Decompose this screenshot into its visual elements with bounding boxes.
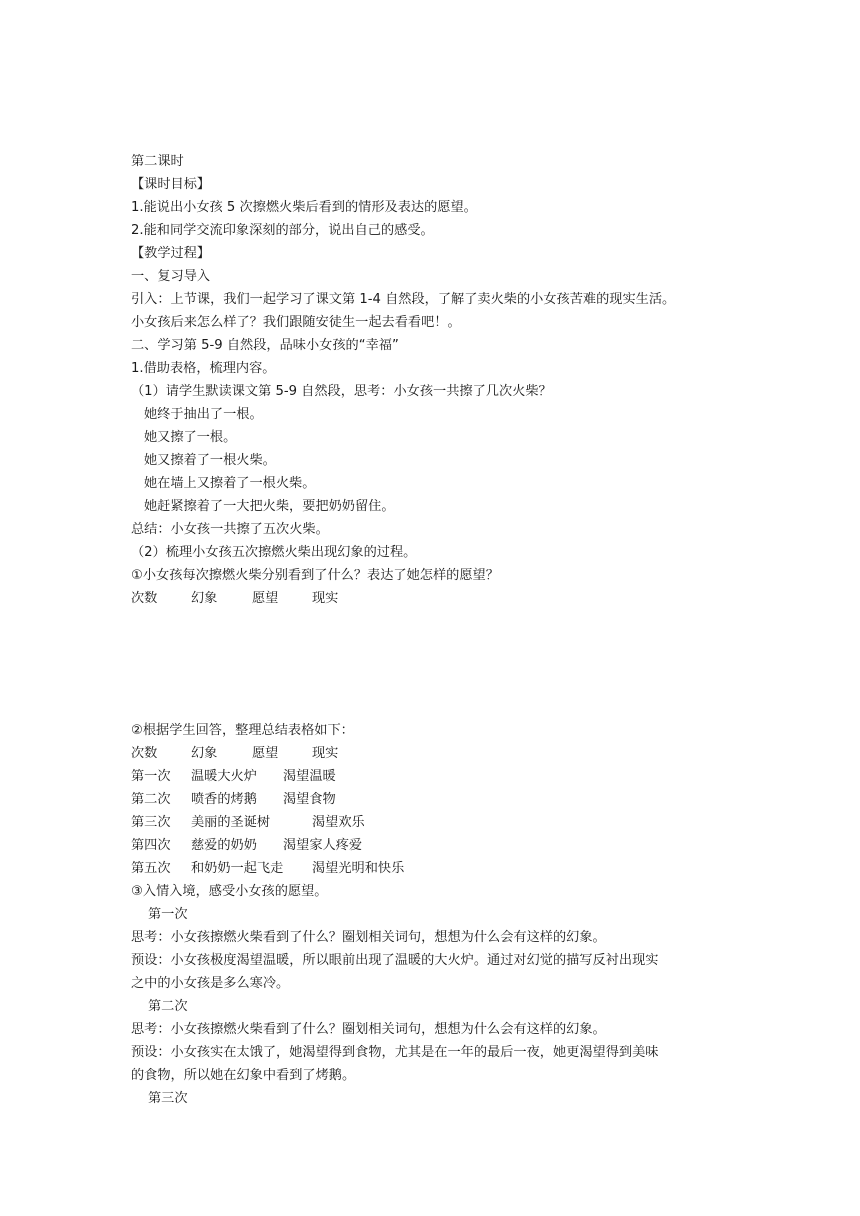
cell: 渴望家人疼爱 [283, 838, 363, 853]
section2-heading: 二、学习第 5-9 自然段，品味小女孩的“幸福” [131, 338, 399, 353]
step-1: ①小女孩每次擦燃火柴分别看到了什么？表达了她怎样的愿望？ [131, 568, 499, 583]
objective-1: 1.能说出小女孩 5 次擦燃火柴后看到的情形及表达的愿望。 [131, 200, 477, 215]
blank-table-header [131, 587, 741, 610]
lesson-title: 第二课时 [131, 154, 184, 169]
cell: 渴望食物 [283, 792, 336, 807]
blank-table-space [131, 610, 741, 719]
table-row [131, 788, 741, 811]
header-cell: 愿望 [252, 746, 279, 761]
header-cell: 愿望 [252, 591, 279, 606]
second-preset-line-2: 的食物，所以她在幻象中看到了烤鹅。 [131, 1068, 356, 1083]
cell: 慈爱的奶奶 [191, 838, 257, 853]
cell: 渴望欢乐 [312, 815, 365, 830]
quote-line: 她又擦着了一根火柴。 [144, 453, 276, 468]
objective-2: 2.能和同学交流印象深刻的部分，说出自己的感受。 [131, 223, 434, 238]
cell: 第五次 [131, 861, 171, 876]
summary-table-header [131, 742, 741, 765]
header-cell: 次数 [131, 591, 158, 606]
table-row [131, 765, 741, 788]
header-cell: 幻象 [191, 746, 218, 761]
cell: 第四次 [131, 838, 171, 853]
summary: 总结：小女孩一共擦了五次火柴。 [131, 522, 329, 537]
table-row [131, 834, 741, 857]
cell: 喷香的烤鹅 [191, 792, 257, 807]
header-cell: 次数 [131, 746, 158, 761]
cell: 第三次 [131, 815, 171, 830]
header-cell: 现实 [312, 591, 339, 606]
second-think: 思考：小女孩擦燃火柴看到了什么？圈划相关词句，想想为什么会有这样的幻象。 [131, 1022, 606, 1037]
quote-line: 她终于抽出了一根。 [144, 407, 263, 422]
process-heading: 【教学过程】 [131, 246, 211, 261]
table-row [131, 857, 741, 880]
objectives-heading: 【课时目标】 [131, 177, 211, 192]
header-cell: 现实 [312, 746, 339, 761]
cell: 第二次 [131, 792, 171, 807]
quote-line: 她又擦了一根。 [144, 430, 237, 445]
first-preset-line-2: 之中的小女孩是多么寒冷。 [131, 976, 290, 991]
intro-line-2: 小女孩后来怎么样了？我们跟随安徒生一起去看看吧！。 [131, 315, 461, 330]
second-label: 第二次 [148, 999, 188, 1014]
cell: 和奶奶一起飞走 [191, 861, 284, 876]
intro-line-1: 引入：上节课，我们一起学习了课文第 1-4 自然段，了解了卖火柴的小女孩苦难的现实生活。 [131, 292, 676, 307]
quote-line: 她赶紧擦着了一大把火柴，要把奶奶留住。 [144, 499, 395, 514]
sub-step-1: 1.借助表格，梳理内容。 [131, 361, 276, 376]
question-2: （2）梳理小女孩五次擦燃火柴出现幻象的过程。 [131, 545, 417, 560]
cell: 第一次 [131, 769, 171, 784]
header-cell: 幻象 [191, 591, 218, 606]
step-2: ②根据学生回答，整理总结表格如下： [131, 723, 354, 738]
quote-line: 她在墙上又擦着了一根火柴。 [144, 476, 316, 491]
cell: 美丽的圣诞树 [191, 815, 271, 830]
first-think: 思考：小女孩擦燃火柴看到了什么？圈划相关词句，想想为什么会有这样的幻象。 [131, 930, 606, 945]
section1-heading: 一、复习导入 [131, 269, 211, 284]
step-3: ③入情入境，感受小女孩的愿望。 [131, 884, 328, 899]
cell: 渴望光明和快乐 [312, 861, 405, 876]
second-preset-line-1: 预设：小女孩实在太饿了，她渴望得到食物，尤其是在一年的最后一夜，她更渴望得到美味 [131, 1045, 659, 1060]
cell: 渴望温暖 [283, 769, 336, 784]
third-label: 第三次 [148, 1091, 188, 1106]
first-label: 第一次 [148, 907, 188, 922]
cell: 温暖大火炉 [191, 769, 257, 784]
table-row [131, 811, 741, 834]
question-1: （1）请学生默读课文第 5-9 自然段，思考：小女孩一共擦了几次火柴？ [131, 384, 552, 399]
document-page [131, 150, 741, 1110]
first-preset-line-1: 预设：小女孩极度渴望温暖，所以眼前出现了温暖的大火炉。通过对幻觉的描写反衬出现实 [131, 953, 659, 968]
